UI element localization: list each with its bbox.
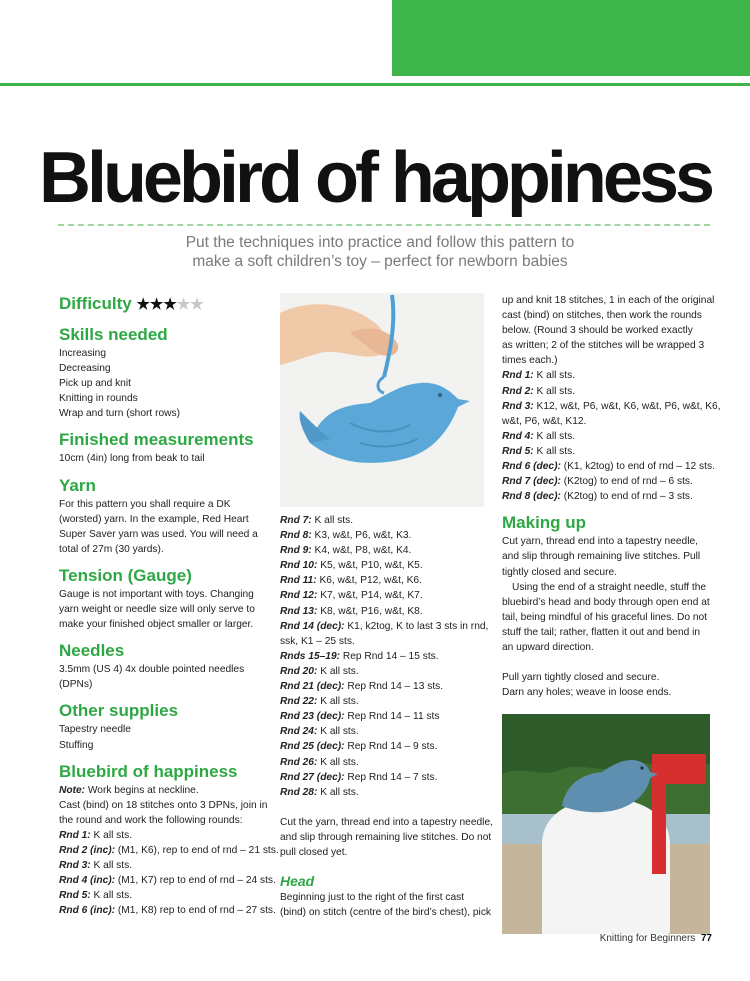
round-line: Rnd 2 (inc): (M1, K6), rep to end of rnd – 21 sts. bbox=[59, 844, 279, 856]
star-icon: ★ bbox=[176, 296, 191, 313]
round-line: Rnd 14 (dec): K1, k2tog, K to last 3 sts in rnd, bbox=[280, 620, 489, 632]
measurements-heading: Finished measurements bbox=[59, 430, 254, 450]
round-line: Rnd 24: K all sts. bbox=[280, 726, 359, 738]
round-line: Rnd 27 (dec): Rep Rnd 14 – 7 sts. bbox=[280, 771, 438, 783]
measurements-text: 10cm (4in) long from beak to tail bbox=[59, 453, 205, 465]
pattern-note: Note: Work begins at neckline. bbox=[59, 784, 199, 796]
round-line: Rnd 2: K all sts. bbox=[502, 385, 576, 397]
star-icon: ★ bbox=[163, 296, 177, 313]
supplies-list bbox=[59, 722, 264, 752]
page-title: Bluebird of happiness bbox=[38, 138, 712, 218]
round-line: Rnd 3: K all sts. bbox=[59, 860, 133, 872]
round-line: Rnd 6 (inc): (M1, K8) rep to end of rnd – 27 sts. bbox=[59, 905, 276, 917]
column-1: Difficulty ★★★★★ Skills needed Increasing Decreasing Pick up and knit Knitting in rounds Wrap and turn (short rows) Finished measurements 10cm (4in) long from beak to tail Yarn For this pattern you shall require a DK (worsted) yarn. In the example, Red Heart Super Saver yarn was used. You will need a total of 27m (30 yards). Tension (Gauge) Gauge is not important with toys. Changing yarn weight or needle size will only serve to make your finished object smaller or larger. Needles 3.5mm (US 4) 4x double pointed needles (DPNs) Other supplies Tapestry needle Stuffing Bluebird of happiness Note: Work begins at neckline. Cast (bind) on 18 stitches onto 3 DPNs, join in the round and work the following rounds: Rnd 1: K all sts. Rnd 2 (inc): (M1, K6), rep to end of rnd – 21 sts. Rnd 3: K all sts. Rnd 4 (inc): (M1, K7) rep to end of rnd – 24 sts. Rnd 5: K all sts. Rnd 6 (inc): (M1, K8) rep to end of rnd – 27 sts. bbox=[59, 293, 264, 918]
round-line: w&t, P6, w&t, K12. bbox=[502, 415, 587, 427]
round-line: Rnd 11: K6, w&t, P12, w&t, K6. bbox=[280, 575, 422, 587]
round-line: Rnd 8: K3, w&t, P6, w&t, K3. bbox=[280, 530, 412, 542]
round-line: Rnd 3: K12, w&t, P6, w&t, K6, w&t, P6, w&t, K6, bbox=[502, 400, 721, 412]
round-line: Rnd 28: K all sts. bbox=[280, 786, 359, 798]
page-number: 77 bbox=[700, 933, 712, 944]
difficulty-heading: Difficulty ★★★★★ bbox=[59, 294, 204, 313]
list-item: Decreasing bbox=[59, 363, 111, 375]
tension-heading: Tension (Gauge) bbox=[59, 565, 192, 585]
title-divider bbox=[58, 224, 710, 226]
column-2: Rnd 7: K all sts. Rnd 8: K3, w&t, P6, w&t, K3. Rnd 9: K4, w&t, P8, w&t, K4. Rnd 10: K5, w&t, P10, w&t, K5. Rnd 11: K6, w&t, P12, w&t, K6. Rnd 12: K7, w&t, P14, w&t, K7. Rnd 13: K8, w&t, P16, w&t, K8. Rnd 14 (dec): K1, k2tog, K to last 3 sts in rnd, ssk, K1 – 25 sts. Rnds 15–19: Rep Rnd 14 – 15 sts. Rnd 20: K all sts. Rnd 21 (dec): Rep Rnd 14 – 13 sts. Rnd 22: K all sts. Rnd 23 (dec): Rep Rnd 14 – 11 sts Rnd 24: K all sts. Rnd 25 (dec): Rep Rnd 14 – 9 sts. Rnd 26: K all sts. Rnd 27 (dec): Rep Rnd 14 – 7 sts. Rnd 28: K all sts. Cut the yarn, thread end into a tapestry needle, and slip through remaining live stitches. Do not pull closed yet. Head Beginning just to the right of the first cast (bind) on stitch (centre of the bird’s chest), pick bbox=[280, 293, 485, 920]
round-line: Rnd 6 (dec): (K1, k2tog) to end of rnd – 12 sts. bbox=[502, 461, 715, 473]
yarn-text: For this pattern you shall require a DK (worsted) yarn. In the example, Red Heart Super Saver yarn was used. You will need a total of 27m (30 yards). bbox=[59, 498, 258, 555]
list-item: Stuffing bbox=[59, 739, 94, 751]
needles-text: 3.5mm (US 4) 4x double pointed needles (DPNs) bbox=[59, 664, 245, 691]
page-subtitle: Put the techniques into practice and follow this pattern to make a soft children’s toy – perfect for newborn babies bbox=[185, 234, 575, 270]
list-item: Knitting in rounds bbox=[59, 393, 138, 405]
star-icon: ★ bbox=[136, 296, 150, 313]
pattern-heading: Bluebird of happiness bbox=[59, 761, 238, 781]
round-line: Rnd 10: K5, w&t, P10, w&t, K5. bbox=[280, 560, 423, 572]
header-rule bbox=[0, 83, 750, 86]
round-line: Rnd 1: K all sts. bbox=[59, 829, 133, 841]
skills-heading: Skills needed bbox=[59, 325, 168, 344]
round-line: Rnd 13: K8, w&t, P16, w&t, K8. bbox=[280, 605, 423, 617]
round-line: Rnd 4 (inc): (M1, K7) rep to end of rnd – 24 sts. bbox=[59, 875, 276, 887]
list-item: Wrap and turn (short rows) bbox=[59, 408, 180, 420]
star-icon: ★ bbox=[190, 296, 204, 313]
round-line: Rnd 7: K all sts. bbox=[280, 515, 354, 526]
needles-heading: Needles bbox=[59, 641, 125, 661]
round-line: Rnds 15–19: Rep Rnd 14 – 15 sts. bbox=[280, 650, 439, 662]
page-footer bbox=[600, 933, 712, 944]
mailbox-photo-illustration bbox=[502, 714, 710, 934]
column-3: up and knit 18 stitches, 1 in each of the original cast (bind) on stitches, then work the rounds below. (Round 3 should be worked exactly as written; 2 of the stitches will be wrapped 3 times each.) Rnd 1: K all sts. Rnd 2: K all sts. Rnd 3: K12, w&t, P6, w&t, K6, w&t, P6, w&t, K6, w&t, P6, w&t, K12. Rnd 4: K all sts. Rnd 5: K all sts. Rnd 6 (dec): (K1, k2tog) to end of rnd – 12 sts. Rnd 7 (dec): (K2tog) to end of rnd – 6 sts. Rnd 8 (dec): (K2tog) to end of rnd – 3 sts. Making up Cut yarn, thread end into a tapestry needle, and slip through remaining live stitches. Pull tightly closed and secure. Using the end of a straight needle, stuff the bluebird’s head and body through open end at tail, being mindful of his graceful lines. Do not stuff the tail; rather, flatten it out and bend in an upward direction. Pull yarn tightly closed and secure. Darn any holes; weave in loose ends. bbox=[502, 293, 712, 934]
bluebird-photo-illustration bbox=[280, 293, 484, 507]
header-color-block bbox=[392, 0, 750, 76]
mailbox-bird-photo bbox=[502, 714, 710, 934]
round-line: Rnd 5: K all sts. bbox=[59, 890, 133, 902]
head-heading: Head bbox=[280, 873, 315, 890]
star-icon: ★ bbox=[149, 296, 164, 313]
round-line: Rnd 20: K all sts. bbox=[280, 665, 359, 677]
tension-text: Gauge is not important with toys. Changing yarn weight or needle size will only serve to make your finished object smaller or larger. bbox=[59, 588, 255, 631]
footer-label: Knitting for Beginners bbox=[599, 933, 696, 944]
round-line: Rnd 22: K all sts. bbox=[280, 696, 359, 708]
list-item: Tapestry needle bbox=[59, 724, 131, 736]
round-line: Rnd 9: K4, w&t, P8, w&t, K4. bbox=[280, 545, 412, 557]
round-line: Rnd 7 (dec): (K2tog) to end of rnd – 6 sts. bbox=[502, 476, 693, 488]
bluebird-photo bbox=[280, 293, 484, 507]
yarn-heading: Yarn bbox=[59, 475, 96, 495]
supplies-heading: Other supplies bbox=[59, 701, 179, 721]
round-line: Rnd 12: K7, w&t, P14, w&t, K7. bbox=[280, 590, 423, 602]
skills-list bbox=[59, 346, 264, 421]
round-line: Rnd 1: K all sts. bbox=[502, 370, 576, 382]
round-line: Rnd 8 (dec): (K2tog) to end of rnd – 3 sts. bbox=[502, 491, 693, 503]
round-line: ssk, K1 – 25 sts. bbox=[280, 635, 355, 647]
difficulty-stars bbox=[136, 296, 203, 313]
round-line: Rnd 26: K all sts. bbox=[280, 756, 359, 768]
round-line: Rnd 5: K all sts. bbox=[502, 445, 576, 457]
round-line: Rnd 4: K all sts. bbox=[502, 430, 576, 442]
round-line: Rnd 23 (dec): Rep Rnd 14 – 11 sts bbox=[280, 711, 440, 723]
list-item: Pick up and knit bbox=[59, 378, 131, 390]
list-item: Increasing bbox=[59, 348, 107, 359]
round-line: Rnd 21 (dec): Rep Rnd 14 – 13 sts. bbox=[280, 681, 444, 693]
making-up-heading: Making up bbox=[502, 513, 587, 533]
round-line: Rnd 25 (dec): Rep Rnd 14 – 9 sts. bbox=[280, 741, 438, 753]
